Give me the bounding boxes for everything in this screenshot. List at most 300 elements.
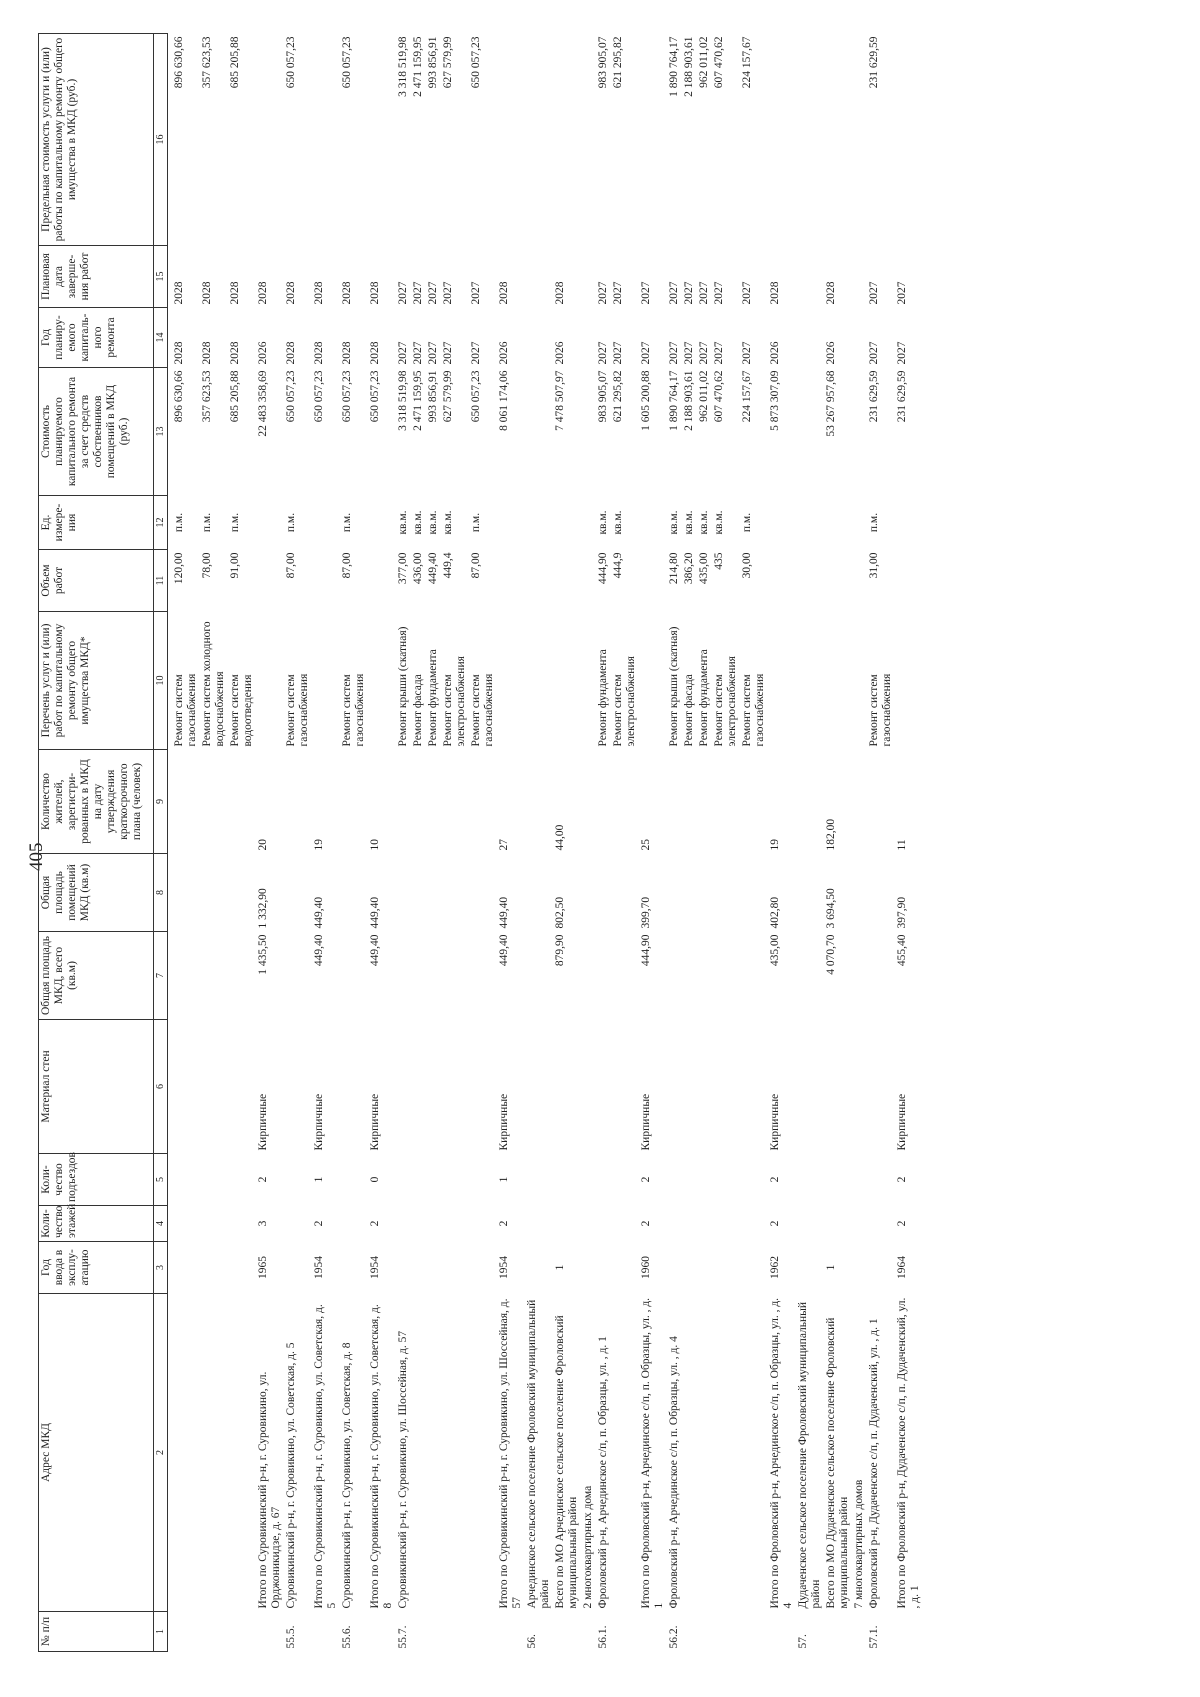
cell-entrances [667,1154,682,1206]
cell-num [740,1612,768,1652]
cell-text: Кирпичные [896,1093,908,1151]
cell-floors [867,1206,895,1242]
cell-plan-year [581,308,596,368]
cell-max-cost [256,34,284,246]
column-number: 10 [154,612,168,750]
cell-floors [497,1206,525,1242]
cell-address [256,1294,284,1612]
cell-material [682,1020,697,1154]
cell-text: 2027 [412,341,424,365]
table-row [596,34,611,1652]
cell-text: 2027 [741,281,753,305]
cell-total-area [312,932,340,1020]
cell-plan-year [396,308,411,368]
cell-text: 30,00 [741,552,753,579]
cell-work [284,612,312,750]
cell-cost [525,368,553,496]
cell-work [596,612,611,750]
cell-entrances [740,1154,768,1206]
cell-text: 20 [257,839,269,851]
cell-unit [740,496,768,550]
cell-max-cost [895,34,923,246]
cell-year [553,1242,581,1294]
cell-text: 435 [713,552,725,570]
cell-num [525,1612,553,1652]
cell-entrances [867,1154,895,1206]
cell-text: Ремонт систем электроснабжения [713,656,738,747]
cell-end-date [426,246,441,308]
cell-total-area [639,932,667,1020]
cell-volume [200,550,228,612]
cell-year [396,1242,411,1294]
cell-year [697,1242,712,1294]
cell-text: 2027 [713,281,725,305]
cell-num [396,1612,411,1652]
cell-entrances [256,1154,284,1206]
column-number: 2 [154,1294,168,1612]
cell-volume [768,550,796,612]
cell-text: п.м. [285,512,297,533]
cell-end-date [768,246,796,308]
column-number: 5 [154,1154,168,1206]
cell-entrances [411,1154,426,1206]
table-row [852,34,867,1652]
cell-cost [639,368,667,496]
cell-num [639,1612,667,1652]
cell-work [824,612,852,750]
cell-text: 650 057,23 [341,370,353,423]
cell-volume [895,550,923,612]
cell-plan-year [426,308,441,368]
cell-text: 436,00 [412,552,424,585]
cell-text: 879,90 [554,934,566,967]
cell-text: Ремонт крыши (скатная) [397,626,409,747]
table-row [768,34,796,1652]
cell-end-date [340,246,368,308]
cell-material [284,1020,312,1154]
cell-text: 2 [313,1220,325,1227]
cell-text: 2028 [257,281,269,305]
cell-cost [667,368,682,496]
cell-work [256,612,284,750]
cell-total-area [368,932,396,1020]
cell-address [895,1294,923,1612]
cell-text: 444,90 [640,934,652,967]
cell-work [581,612,596,750]
table-row [796,34,824,1652]
cell-text: 27 [498,839,510,851]
cell-text: п.м. [741,512,753,533]
cell-max-cost [396,34,411,246]
cell-text: 2026 [554,341,566,365]
cell-plan-year [525,308,553,368]
cell-total-area [867,932,895,1020]
cell-work [768,612,796,750]
cell-floors [667,1206,682,1242]
cell-cost [411,368,426,496]
cell-text: 621 295,82 [612,36,624,89]
cell-premises-area [312,854,340,932]
cell-text: Фроловский р-н, Арчединское с/п, п. Образцы, ул. , д. 1 [597,1336,609,1609]
table-row [712,34,740,1652]
table-row [611,34,639,1652]
cell-total-area [200,932,228,1020]
cell-plan-year [172,308,200,368]
cell-address [172,1294,200,1612]
cell-cost [426,368,441,496]
cell-text: 2028 [285,281,297,305]
cell-cost [682,368,697,496]
cell-max-cost [796,34,824,246]
cell-num [312,1612,340,1652]
cell-num [824,1612,852,1652]
cell-year [172,1242,200,1294]
cell-total-area [228,932,256,1020]
cell-entrances [441,1154,469,1206]
cell-volume [667,550,682,612]
cell-volume [284,550,312,612]
cell-work [553,612,581,750]
cell-max-cost [712,34,740,246]
cell-text: 231 629,59 [868,36,880,89]
cell-floors [697,1206,712,1242]
cell-residents [284,750,312,854]
cell-floors [768,1206,796,1242]
cell-floors [172,1206,200,1242]
cell-year [200,1242,228,1294]
cell-text: 435,00 [698,552,710,585]
cell-material [426,1020,441,1154]
cell-end-date [228,246,256,308]
cell-num [768,1612,796,1652]
cell-text: Ремонт фасада [683,674,695,747]
cell-text: 650 057,23 [285,370,297,423]
cell-cost [581,368,596,496]
cell-work [469,612,497,750]
cell-address [312,1294,340,1612]
cell-premises-area [411,854,426,932]
cell-end-date [611,246,639,308]
cell-plan-year [768,308,796,368]
cell-volume [697,550,712,612]
table-row [284,34,312,1652]
cell-text: 449,40 [369,934,381,967]
cell-cost [596,368,611,496]
cell-work [682,612,697,750]
cell-material [639,1020,667,1154]
cell-unit [611,496,639,550]
cell-material [740,1020,768,1154]
cell-total-area [852,932,867,1020]
cell-residents [426,750,441,854]
cell-premises-area [172,854,200,932]
cell-work [852,612,867,750]
cell-text: 650 057,23 [470,36,482,89]
page-number: 405 [26,842,47,871]
cell-text: Суровикинский р-н, г. Суровикино, ул. Советская, д. 8 [341,1342,353,1609]
cell-text: 2027 [397,341,409,365]
column-header: Ед. измере-ния [39,496,154,550]
cell-volume [740,550,768,612]
cell-plan-year [852,308,867,368]
cell-total-area [396,932,411,1020]
cell-text: кв.м. [397,510,409,535]
cell-plan-year [340,308,368,368]
cell-text: 2027 [668,341,680,365]
column-number-row [154,34,168,1652]
cell-year [824,1242,852,1294]
cell-floors [441,1206,469,1242]
cell-end-date [824,246,852,308]
cell-address [581,1294,596,1612]
cell-text: 2 многоквартирных дома [582,1485,594,1609]
cell-unit [200,496,228,550]
cell-plan-year [895,308,923,368]
cell-max-cost [469,34,497,246]
cell-cost [200,368,228,496]
cell-text: 2027 [896,281,908,305]
cell-entrances [525,1154,553,1206]
cell-unit [581,496,596,550]
cell-material [867,1020,895,1154]
cell-entrances [611,1154,639,1206]
cell-entrances [852,1154,867,1206]
cell-end-date [697,246,712,308]
cell-text: 1 435,50 [257,934,269,975]
cell-max-cost [768,34,796,246]
cell-text: Итого по Суровикинский р-н, г. Суровикино, ул. Шоссейная, д. 57 [498,1298,523,1609]
cell-unit [768,496,796,550]
cell-floors [611,1206,639,1242]
cell-work [200,612,228,750]
cell-text: 621 295,82 [612,370,624,423]
cell-end-date [682,246,697,308]
cell-floors [895,1206,923,1242]
cell-text: 2028 [769,281,781,305]
cell-num [497,1612,525,1652]
cell-text: 2 [257,1176,269,1183]
cell-floors [852,1206,867,1242]
cell-total-area [596,932,611,1020]
cell-material [611,1020,639,1154]
cell-num [611,1612,639,1652]
table-row [228,34,256,1652]
cell-text: 2027 [640,281,652,305]
cell-text: Ремонт крыши (скатная) [668,626,680,747]
cell-material [312,1020,340,1154]
cell-text: 993 856,91 [427,370,439,423]
cell-text: Итого по Фроловский р-н, Дудаченское с/п, п. Дудаченский, ул. , д. 1 [896,1297,921,1609]
cell-max-cost [867,34,895,246]
cell-text: 2027 [470,341,482,365]
cell-text: 2028 [173,341,185,365]
cell-work [667,612,682,750]
cell-text: Кирпичные [640,1093,652,1151]
cell-total-area [697,932,712,1020]
cell-text: 78,00 [201,552,213,579]
table-row [824,34,852,1652]
cell-max-cost [368,34,396,246]
cell-unit [340,496,368,550]
cell-volume [639,550,667,612]
cell-residents [411,750,426,854]
cell-text: Ремонт систем газоснабжения [741,673,766,747]
cell-text: 2027 [698,281,710,305]
cell-text: Ремонт систем газоснабжения [868,673,893,747]
cell-text: 2028 [341,281,353,305]
cell-text: Ремонт систем газоснабжения [470,673,495,747]
cell-text: 2 471 159,95 [412,36,424,97]
cell-text: 2027 [640,341,652,365]
cell-year [256,1242,284,1294]
cell-entrances [768,1154,796,1206]
cell-end-date [312,246,340,308]
cell-cost [867,368,895,496]
cell-max-cost [284,34,312,246]
cell-total-area [667,932,682,1020]
cell-year [639,1242,667,1294]
cell-address [639,1294,667,1612]
cell-text: 2028 [313,341,325,365]
cell-volume [368,550,396,612]
cell-cost [256,368,284,496]
cell-premises-area [697,854,712,932]
cell-volume [256,550,284,612]
cell-text: 3 318 519,98 [397,370,409,431]
cell-text: Итого по Суровикинский р-н, г. Суровикино, ул. Советская, д. 8 [369,1304,394,1609]
cell-text: Арчединское сельское поселение Фроловский муниципальный район [526,1299,551,1609]
cell-cost [852,368,867,496]
cell-max-cost [697,34,712,246]
cell-cost [497,368,525,496]
cell-work [172,612,200,750]
cell-text: 2027 [612,341,624,365]
cell-text: 449,4 [442,552,454,579]
cell-end-date [895,246,923,308]
cell-volume [396,550,411,612]
cell-text: 55.7. [397,1625,409,1649]
cell-entrances [639,1154,667,1206]
cell-premises-area [611,854,639,932]
cell-plan-year [824,308,852,368]
cell-num [852,1612,867,1652]
cell-total-area [768,932,796,1020]
cell-text: 685 205,88 [229,36,241,89]
cell-premises-area [396,854,411,932]
cell-premises-area [340,854,368,932]
header-row [39,34,154,1652]
cell-plan-year [639,308,667,368]
cell-residents [796,750,824,854]
cell-plan-year [553,308,581,368]
cell-num [682,1612,697,1652]
cell-text: кв.м. [668,510,680,535]
cell-text: Кирпичные [313,1093,325,1151]
cell-premises-area [228,854,256,932]
cell-floors [368,1206,396,1242]
cell-text: кв.м. [442,510,454,535]
cell-text: 2 188 903,61 [683,370,695,431]
column-header: Общая площадь помещений МКД (кв.м) [39,854,154,932]
cell-plan-year [200,308,228,368]
cell-premises-area [712,854,740,932]
cell-floors [824,1206,852,1242]
column-number: 16 [154,34,168,246]
cell-text: 896 630,66 [173,36,185,89]
table-row [895,34,923,1652]
cell-text: 224 157,67 [741,36,753,89]
cell-residents [682,750,697,854]
cell-address [469,1294,497,1612]
cell-num [581,1612,596,1652]
table-row [639,34,667,1652]
cell-text: 87,00 [285,552,297,579]
cell-text: 2027 [612,281,624,305]
cell-address [667,1294,682,1612]
cell-total-area [426,932,441,1020]
cell-unit [525,496,553,550]
cell-text: 2 [896,1176,908,1183]
cell-text: 2028 [825,281,837,305]
cell-text: 1 [825,1264,837,1271]
cell-text: 2028 [369,341,381,365]
cell-text: 2027 [442,341,454,365]
cell-text: 2027 [470,281,482,305]
cell-text: кв.м. [412,510,424,535]
column-header: Объем работ [39,550,154,612]
cell-plan-year [740,308,768,368]
cell-entrances [895,1154,923,1206]
cell-text: Ремонт систем газоснабжения [173,673,198,747]
cell-text: Итого по Фроловский р-н, Арчединское с/п, п. Образцы, ул. , д. 4 [769,1297,794,1609]
cell-text: 214,80 [668,552,680,585]
cell-total-area [340,932,368,1020]
cell-volume [796,550,824,612]
column-header: Предельная стоимость услуги и (или) работы по капитальному ремонту общего имущества в МКД (руб.) [39,34,154,246]
cell-floors [639,1206,667,1242]
cell-text: 607 470,62 [713,36,725,89]
cell-text: 357 623,53 [201,370,213,423]
cell-text: 1954 [369,1256,381,1279]
cell-total-area [256,932,284,1020]
cell-text: 1960 [640,1256,652,1279]
cell-text: Фроловский р-н, Дудаченское с/п, п. Дудаченский, ул. , д. 1 [868,1318,880,1609]
cell-text: 2026 [769,341,781,365]
cell-material [553,1020,581,1154]
cell-num [796,1612,824,1652]
cell-work [441,612,469,750]
cell-volume [340,550,368,612]
cell-floors [200,1206,228,1242]
cell-volume [441,550,469,612]
cell-floors [340,1206,368,1242]
cell-text: 2027 [412,281,424,305]
cell-text: 1 605 200,88 [640,370,652,431]
cell-text: п.м. [341,512,353,533]
cell-text: 55.6. [341,1625,353,1649]
cell-plan-year [697,308,712,368]
cell-max-cost [852,34,867,246]
cell-work [497,612,525,750]
cell-num [596,1612,611,1652]
cell-text: Суровикинский р-н, г. Суровикино, ул. Советская, д. 5 [285,1342,297,1609]
cell-max-cost [312,34,340,246]
cell-entrances [553,1154,581,1206]
cell-text: 25 [640,839,652,851]
cell-text: 962 011,02 [698,36,710,88]
cell-residents [895,750,923,854]
cell-cost [368,368,396,496]
